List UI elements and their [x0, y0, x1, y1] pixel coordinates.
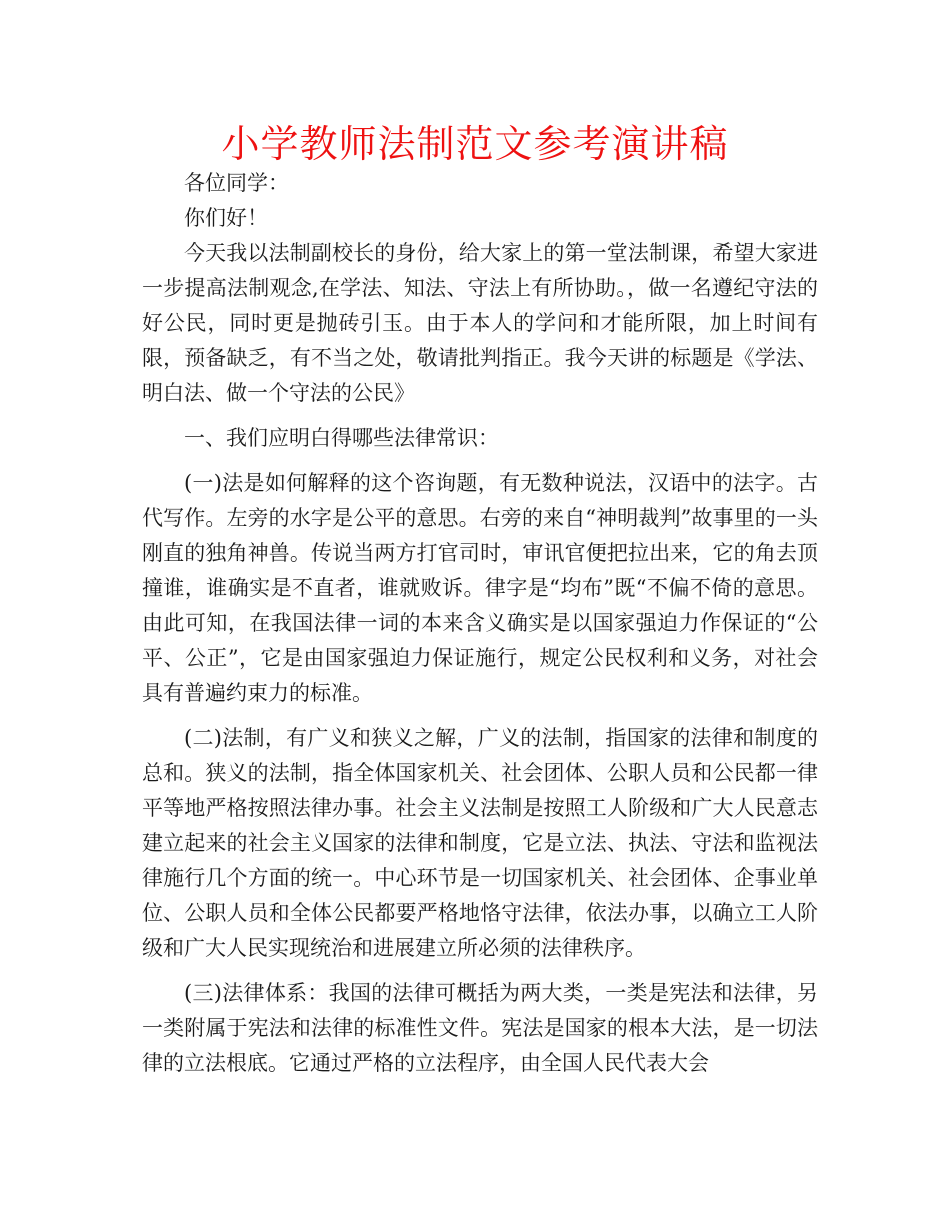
- document-body: [142, 166, 818, 1081]
- intro-paragraph: 今天我以法制副校长的身份，给大家上的第一堂法制课，希望大家进一步提高法制观念,在学法、知法、守法上有所协助。，做一名遵纪守法的好公民，同时更是抛砖引玉。由于本人的学问和才能所限，加上时间有限，预备缺乏，有不当之处，敬请批判指正。我今天讲的标题是《学法、明白法、做一个守法的公民》: [142, 241, 818, 405]
- section-heading: 一、我们应明白得哪些法律常识：: [184, 426, 499, 450]
- paragraph-law-definition: (一)法是如何解释的这个咨询题，有无数种说法，汉语中的法字。古代写作。左旁的水字是公平的意思。右旁的来自“神明裁判”故事里的一头刚直的独角神兽。传说当两方打官司时，审讯官便把拉出来，它的角去顶撞谁，谁确实是不直者，谁就败诉。律字是“均布”既“不偏不倚的意思。由此可知，在我国法律一词的本来含义确实是以国家强迫力作保证的“公平、公正”，它是由国家强迫力保证施行，规定公民权利和义务，对社会具有普遍约束力的标准。: [142, 471, 818, 705]
- greeting-line: 各位同学：: [184, 171, 289, 195]
- paragraph-legal-system: (二)法制，有广义和狭义之解，广义的法制，指国家的法律和制度的总和。狭义的法制，指全体国家机关、社会团体、公职人员和公民都一律平等地严格按照法律办事。社会主义法制是按照工人阶级和广大人民意志建立起来的社会主义国家的法律和制度，它是立法、执法、守法和监视法律施行几个方面的统一。中心环节是一切国家机关、社会团体、企事业单位、公职人员和全体公民都要严格地恪守法律，依法办事，以确立工人阶级和广大人民实现统治和进展建立所必须的法律秩序。: [142, 726, 818, 960]
- paragraph-law-framework: (三)法律体系：我国的法律可概括为两大类，一类是宪法和法律，另一类附属于宪法和法律的标准性文件。宪法是国家的根本大法，是一切法律的立法根底。它通过严格的立法程序，由全国人民代表大会: [142, 981, 818, 1075]
- document-title: 小学教师法制范文参考演讲稿: [221, 122, 729, 166]
- hello-line: 你们好！: [184, 206, 268, 230]
